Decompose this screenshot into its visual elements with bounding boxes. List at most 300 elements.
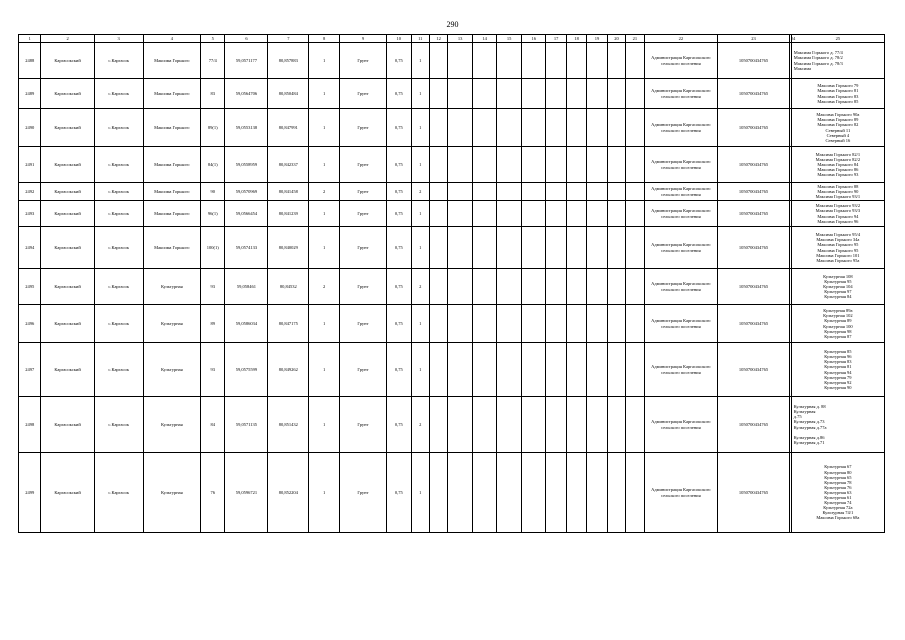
settlement-cell: Каргасокский <box>41 397 94 453</box>
column-header-row <box>19 35 885 43</box>
administration-cell: Администрация Каргасокского сельского поселения <box>644 397 718 453</box>
count-cell: 1 <box>309 79 340 109</box>
empty-cell <box>587 397 607 453</box>
empty-cell <box>521 227 546 269</box>
empty-cell <box>448 305 473 343</box>
container-count-cell: 1 <box>411 147 429 183</box>
count-cell: 1 <box>309 453 340 533</box>
count-cell: 1 <box>309 109 340 147</box>
column-header: 12 <box>429 35 447 43</box>
latitude-cell: 59,058461 <box>225 269 268 305</box>
settlement-cell: Каргасокский <box>41 183 94 201</box>
empty-cell <box>566 305 586 343</box>
empty-cell <box>566 269 586 305</box>
count-cell: 1 <box>309 397 340 453</box>
surface-cell: Грунт <box>339 269 386 305</box>
ogrn-cell: 1050700434765 <box>718 343 790 397</box>
surface-cell: Грунт <box>339 109 386 147</box>
empty-cell <box>521 343 546 397</box>
served-addresses-cell: Культурная д. 88 Культурная д.75 Культурная д.73 Культурная д.77а Культурная д.86 Культурная д.71 <box>791 397 884 453</box>
empty-cell <box>472 109 497 147</box>
locality-cell: с.Каргасок <box>94 227 143 269</box>
empty-cell <box>626 227 644 269</box>
empty-cell <box>546 453 566 533</box>
street-cell: Культурная <box>143 343 200 397</box>
area-cell: 0,75 <box>387 453 412 533</box>
longitude-cell: 80,847175 <box>268 305 309 343</box>
locality-cell: с.Каргасок <box>94 305 143 343</box>
empty-cell <box>626 183 644 201</box>
served-addresses-cell: Максима Горького 88 Максима Горького 90 Максима Горького 93/1 <box>791 183 884 201</box>
column-header: 25 <box>791 35 884 43</box>
count-cell: 1 <box>309 43 340 79</box>
empty-cell <box>546 343 566 397</box>
empty-cell <box>626 305 644 343</box>
empty-cell <box>448 109 473 147</box>
empty-cell <box>448 269 473 305</box>
row-number: 2489 <box>19 79 41 109</box>
street-cell: Максима Горького <box>143 227 200 269</box>
table-row <box>19 397 885 453</box>
container-count-cell: 1 <box>411 227 429 269</box>
empty-cell <box>429 397 447 453</box>
column-header: 11 <box>411 35 429 43</box>
street-cell: Культурная <box>143 453 200 533</box>
empty-cell <box>472 43 497 79</box>
empty-cell <box>497 397 522 453</box>
empty-cell <box>566 43 586 79</box>
empty-cell <box>497 201 522 227</box>
empty-cell <box>607 269 625 305</box>
longitude-cell: 80,849262 <box>268 343 309 397</box>
empty-cell <box>521 201 546 227</box>
empty-cell <box>546 147 566 183</box>
empty-cell <box>607 227 625 269</box>
empty-cell <box>472 183 497 201</box>
latitude-cell: 59,0564706 <box>225 79 268 109</box>
empty-cell <box>521 305 546 343</box>
street-cell: Максима Горького <box>143 79 200 109</box>
longitude-cell: 80,841239 <box>268 201 309 227</box>
empty-cell <box>566 147 586 183</box>
ogrn-cell: 1050700434765 <box>718 43 790 79</box>
surface-cell: Грунт <box>339 43 386 79</box>
empty-cell <box>626 147 644 183</box>
column-header: 7 <box>268 35 309 43</box>
latitude-cell: 59,0574133 <box>225 227 268 269</box>
empty-cell <box>429 305 447 343</box>
street-cell: Максима Горького <box>143 43 200 79</box>
latitude-cell: 59,0586034 <box>225 305 268 343</box>
empty-cell <box>448 43 473 79</box>
row-number: 2488 <box>19 43 41 79</box>
settlement-cell: Каргасокский <box>41 201 94 227</box>
ogrn-cell: 1050700434765 <box>718 269 790 305</box>
empty-cell <box>566 343 586 397</box>
administration-cell: Администрация Каргасокского сельского поселения <box>644 269 718 305</box>
count-cell: 1 <box>309 227 340 269</box>
container-count-cell: 1 <box>411 201 429 227</box>
area-cell: 0,75 <box>387 79 412 109</box>
administration-cell: Администрация Каргасокского сельского поселения <box>644 227 718 269</box>
empty-cell <box>587 183 607 201</box>
empty-cell <box>587 109 607 147</box>
settlement-cell: Каргасокский <box>41 343 94 397</box>
empty-cell <box>626 453 644 533</box>
count-cell: 1 <box>309 343 340 397</box>
row-number: 2494 <box>19 227 41 269</box>
empty-cell <box>626 43 644 79</box>
empty-cell <box>472 227 497 269</box>
empty-cell <box>587 201 607 227</box>
empty-cell <box>429 183 447 201</box>
column-header: 2 <box>41 35 94 43</box>
column-header: 15 <box>497 35 522 43</box>
container-count-cell: 1 <box>411 343 429 397</box>
empty-cell <box>587 227 607 269</box>
column-header: 6 <box>225 35 268 43</box>
row-number: 2496 <box>19 305 41 343</box>
table-row <box>19 305 885 343</box>
empty-cell <box>448 227 473 269</box>
area-cell: 0,75 <box>387 201 412 227</box>
house-cell: 89(1) <box>200 109 225 147</box>
served-addresses-cell: Максима Горького 79 Максима Горького 81 Максима Горького 83 Максима Горького 85 <box>791 79 884 109</box>
house-cell: 83 <box>200 79 225 109</box>
empty-cell <box>472 305 497 343</box>
street-cell: Максима Горького <box>143 201 200 227</box>
row-number: 2495 <box>19 269 41 305</box>
served-addresses-cell: Максима Горького д. 77/4 Максима Горького д. 78/2 Максима Горького д. 78/3 Максима <box>791 43 884 79</box>
column-header: 17 <box>546 35 566 43</box>
container-count-cell: 1 <box>411 305 429 343</box>
column-header: 22 <box>644 35 718 43</box>
empty-cell <box>521 183 546 201</box>
empty-cell <box>429 43 447 79</box>
ogrn-cell: 1050700434765 <box>718 109 790 147</box>
empty-cell <box>607 183 625 201</box>
empty-cell <box>497 79 522 109</box>
empty-cell <box>429 343 447 397</box>
container-count-cell: 2 <box>411 183 429 201</box>
empty-cell <box>497 109 522 147</box>
locality-cell: с.Каргасок <box>94 397 143 453</box>
ogrn-cell: 1050700434765 <box>718 453 790 533</box>
table-row <box>19 343 885 397</box>
empty-cell <box>448 343 473 397</box>
empty-cell <box>448 183 473 201</box>
empty-cell <box>448 79 473 109</box>
empty-cell <box>448 201 473 227</box>
ogrn-cell: 1050700434765 <box>718 227 790 269</box>
empty-cell <box>429 109 447 147</box>
empty-cell <box>587 343 607 397</box>
administration-cell: Администрация Каргасокского сельского поселения <box>644 453 718 533</box>
container-count-cell: 1 <box>411 43 429 79</box>
house-cell: 84(1) <box>200 147 225 183</box>
empty-cell <box>429 227 447 269</box>
empty-cell <box>546 201 566 227</box>
empty-cell <box>546 109 566 147</box>
latitude-cell: 59,0570969 <box>225 183 268 201</box>
empty-cell <box>429 201 447 227</box>
empty-cell <box>607 343 625 397</box>
empty-cell <box>521 269 546 305</box>
area-cell: 0,75 <box>387 305 412 343</box>
empty-cell <box>566 453 586 533</box>
empty-cell <box>566 227 586 269</box>
empty-cell <box>497 43 522 79</box>
empty-cell <box>566 79 586 109</box>
longitude-cell: 80,840029 <box>268 227 309 269</box>
empty-cell <box>587 43 607 79</box>
empty-cell <box>546 269 566 305</box>
administration-cell: Администрация Каргасокского сельского поселения <box>644 43 718 79</box>
latitude-cell: 59,0571135 <box>225 397 268 453</box>
longitude-cell: 80,851432 <box>268 397 309 453</box>
latitude-cell: 59,0596721 <box>225 453 268 533</box>
empty-cell <box>521 147 546 183</box>
longitude-cell: 80,841458 <box>268 183 309 201</box>
locality-cell: с.Каргасок <box>94 269 143 305</box>
empty-cell <box>566 201 586 227</box>
column-header: 14 <box>472 35 497 43</box>
served-addresses-cell: Максима Горького 82/1 Максима Горького 82/2 Максима Горького 84 Максима Горького 86 Максима Горького 93 <box>791 147 884 183</box>
empty-cell <box>472 269 497 305</box>
administration-cell: Администрация Каргасокского сельского поселения <box>644 79 718 109</box>
latitude-cell: 59,0558959 <box>225 147 268 183</box>
empty-cell <box>472 147 497 183</box>
surface-cell: Грунт <box>339 201 386 227</box>
empty-cell <box>472 397 497 453</box>
table-row <box>19 43 885 79</box>
area-cell: 0,75 <box>387 343 412 397</box>
house-cell: 96(1) <box>200 201 225 227</box>
empty-cell <box>566 109 586 147</box>
row-number: 2497 <box>19 343 41 397</box>
empty-cell <box>497 183 522 201</box>
empty-cell <box>497 269 522 305</box>
empty-cell <box>587 79 607 109</box>
latitude-cell: 59,0566454 <box>225 201 268 227</box>
empty-cell <box>546 227 566 269</box>
container-count-cell: 1 <box>411 109 429 147</box>
empty-cell <box>521 397 546 453</box>
settlement-cell: Каргасокский <box>41 147 94 183</box>
longitude-cell: 80,852204 <box>268 453 309 533</box>
settlement-cell: Каргасокский <box>41 227 94 269</box>
ogrn-cell: 1050700434765 <box>718 397 790 453</box>
empty-cell <box>587 147 607 183</box>
column-header: 19 <box>587 35 607 43</box>
street-cell: Максима Горького <box>143 109 200 147</box>
column-header: 24 <box>790 35 796 41</box>
empty-cell <box>521 43 546 79</box>
count-cell: 1 <box>309 201 340 227</box>
served-addresses-cell: Культурная 108 Культурная 95 Культурная 104 Культурная 97 Культурная 84 <box>791 269 884 305</box>
served-addresses-cell: Максима Горького 93/2 Максима Горького 93/3 Максима Горького 94 Максима Горького 96 <box>791 201 884 227</box>
empty-cell <box>626 79 644 109</box>
surface-cell: Грунт <box>339 397 386 453</box>
ogrn-cell: 1050700434765 <box>718 147 790 183</box>
empty-cell <box>626 397 644 453</box>
street-cell: Культурная <box>143 269 200 305</box>
locality-cell: с.Каргасок <box>94 453 143 533</box>
empty-cell <box>546 183 566 201</box>
column-header: 23 <box>718 35 790 43</box>
house-cell: 93 <box>200 269 225 305</box>
empty-cell <box>587 453 607 533</box>
locality-cell: с.Каргасок <box>94 201 143 227</box>
empty-cell <box>497 453 522 533</box>
longitude-cell: 80,850484 <box>268 79 309 109</box>
settlement-cell: Каргасокский <box>41 43 94 79</box>
locality-cell: с.Каргасок <box>94 343 143 397</box>
table-row <box>19 147 885 183</box>
column-header: 21 <box>626 35 644 43</box>
latitude-cell: 59,0575599 <box>225 343 268 397</box>
settlement-cell: Каргасокский <box>41 305 94 343</box>
empty-cell <box>607 453 625 533</box>
locality-cell: с.Каргасок <box>94 109 143 147</box>
area-cell: 0,75 <box>387 183 412 201</box>
surface-cell: Грунт <box>339 453 386 533</box>
empty-cell <box>429 79 447 109</box>
container-count-cell: 1 <box>411 79 429 109</box>
area-cell: 0,75 <box>387 397 412 453</box>
empty-cell <box>566 183 586 201</box>
empty-cell <box>587 305 607 343</box>
registry-table <box>18 34 885 533</box>
column-header: 5 <box>200 35 225 43</box>
street-cell: Культурная <box>143 305 200 343</box>
area-cell: 0,75 <box>387 43 412 79</box>
empty-cell <box>448 147 473 183</box>
settlement-cell: Каргасокский <box>41 79 94 109</box>
empty-cell <box>607 201 625 227</box>
surface-cell: Грунт <box>339 227 386 269</box>
table-row <box>19 227 885 269</box>
empty-cell <box>472 343 497 397</box>
administration-cell: Администрация Каргасокского сельского поселения <box>644 109 718 147</box>
empty-cell <box>521 453 546 533</box>
house-cell: 89 <box>200 305 225 343</box>
container-count-cell: 2 <box>411 269 429 305</box>
surface-cell: Грунт <box>339 343 386 397</box>
settlement-cell: Каргасокский <box>41 453 94 533</box>
row-number: 2492 <box>19 183 41 201</box>
served-addresses-cell: Максима Горького 90а Максима Горького 89 Максима Горького 82 Северный 11 Северный 4 Северный 16 <box>791 109 884 147</box>
empty-cell <box>472 453 497 533</box>
row-number: 2491 <box>19 147 41 183</box>
empty-cell <box>546 305 566 343</box>
street-cell: Максима Горького <box>143 183 200 201</box>
empty-cell <box>607 79 625 109</box>
longitude-cell: 80,842337 <box>268 147 309 183</box>
house-cell: 77/4 <box>200 43 225 79</box>
served-addresses-cell: Культурная 85 Культурная 96 Культурная 83 Культурная 81 Культурная 94 Культурная 79 Культурная 92 Культурная 90 <box>791 343 884 397</box>
administration-cell: Администрация Каргасокского сельского поселения <box>644 201 718 227</box>
empty-cell <box>587 269 607 305</box>
street-cell: Культурная <box>143 397 200 453</box>
column-header: 20 <box>607 35 625 43</box>
locality-cell: с.Каргасок <box>94 79 143 109</box>
locality-cell: с.Каргасок <box>94 43 143 79</box>
latitude-cell: 59,0571177 <box>225 43 268 79</box>
column-header: 18 <box>566 35 586 43</box>
row-number: 2498 <box>19 397 41 453</box>
column-header: 9 <box>339 35 386 43</box>
empty-cell <box>497 343 522 397</box>
column-header: 16 <box>521 35 546 43</box>
house-cell: 76 <box>200 453 225 533</box>
empty-cell <box>521 79 546 109</box>
empty-cell <box>546 397 566 453</box>
ogrn-cell: 1050700434765 <box>718 305 790 343</box>
empty-cell <box>607 305 625 343</box>
street-cell: Максима Горького <box>143 147 200 183</box>
container-count-cell: 1 <box>411 453 429 533</box>
administration-cell: Администрация Каргасокского сельского поселения <box>644 147 718 183</box>
settlement-cell: Каргасокский <box>41 109 94 147</box>
house-cell: 90 <box>200 183 225 201</box>
longitude-cell: 80,857883 <box>268 43 309 79</box>
empty-cell <box>626 109 644 147</box>
served-addresses-cell: Культурная 89а Культурная 102 Культурная 89 Культурная 100 Культурная 98 Культурная 87 <box>791 305 884 343</box>
count-cell: 1 <box>309 147 340 183</box>
column-header: 1 <box>19 35 41 43</box>
count-cell: 2 <box>309 183 340 201</box>
empty-cell <box>472 201 497 227</box>
house-cell: 100(1) <box>200 227 225 269</box>
empty-cell <box>546 79 566 109</box>
locality-cell: с.Каргасок <box>94 183 143 201</box>
longitude-cell: 80,847991 <box>268 109 309 147</box>
table-row <box>19 183 885 201</box>
area-cell: 0,75 <box>387 269 412 305</box>
house-cell: 93 <box>200 343 225 397</box>
ogrn-cell: 1050700434765 <box>718 79 790 109</box>
empty-cell <box>607 43 625 79</box>
empty-cell <box>607 147 625 183</box>
empty-cell <box>546 43 566 79</box>
empty-cell <box>626 201 644 227</box>
ogrn-cell: 1050700434765 <box>718 183 790 201</box>
area-cell: 0,75 <box>387 109 412 147</box>
empty-cell <box>429 269 447 305</box>
administration-cell: Администрация Каргасокского сельского поселения <box>644 343 718 397</box>
table-row <box>19 79 885 109</box>
surface-cell: Грунт <box>339 305 386 343</box>
table-row <box>19 269 885 305</box>
surface-cell: Грунт <box>339 183 386 201</box>
table-row <box>19 453 885 533</box>
longitude-cell: 80,84532 <box>268 269 309 305</box>
empty-cell <box>448 453 473 533</box>
column-header: 13 <box>448 35 473 43</box>
count-cell: 1 <box>309 305 340 343</box>
empty-cell <box>566 397 586 453</box>
column-header: 4 <box>143 35 200 43</box>
locality-cell: с.Каргасок <box>94 147 143 183</box>
column-header: 10 <box>387 35 412 43</box>
empty-cell <box>497 305 522 343</box>
page-number: 290 <box>446 20 459 29</box>
empty-cell <box>429 147 447 183</box>
table-row <box>19 201 885 227</box>
empty-cell <box>626 343 644 397</box>
row-number: 2499 <box>19 453 41 533</box>
